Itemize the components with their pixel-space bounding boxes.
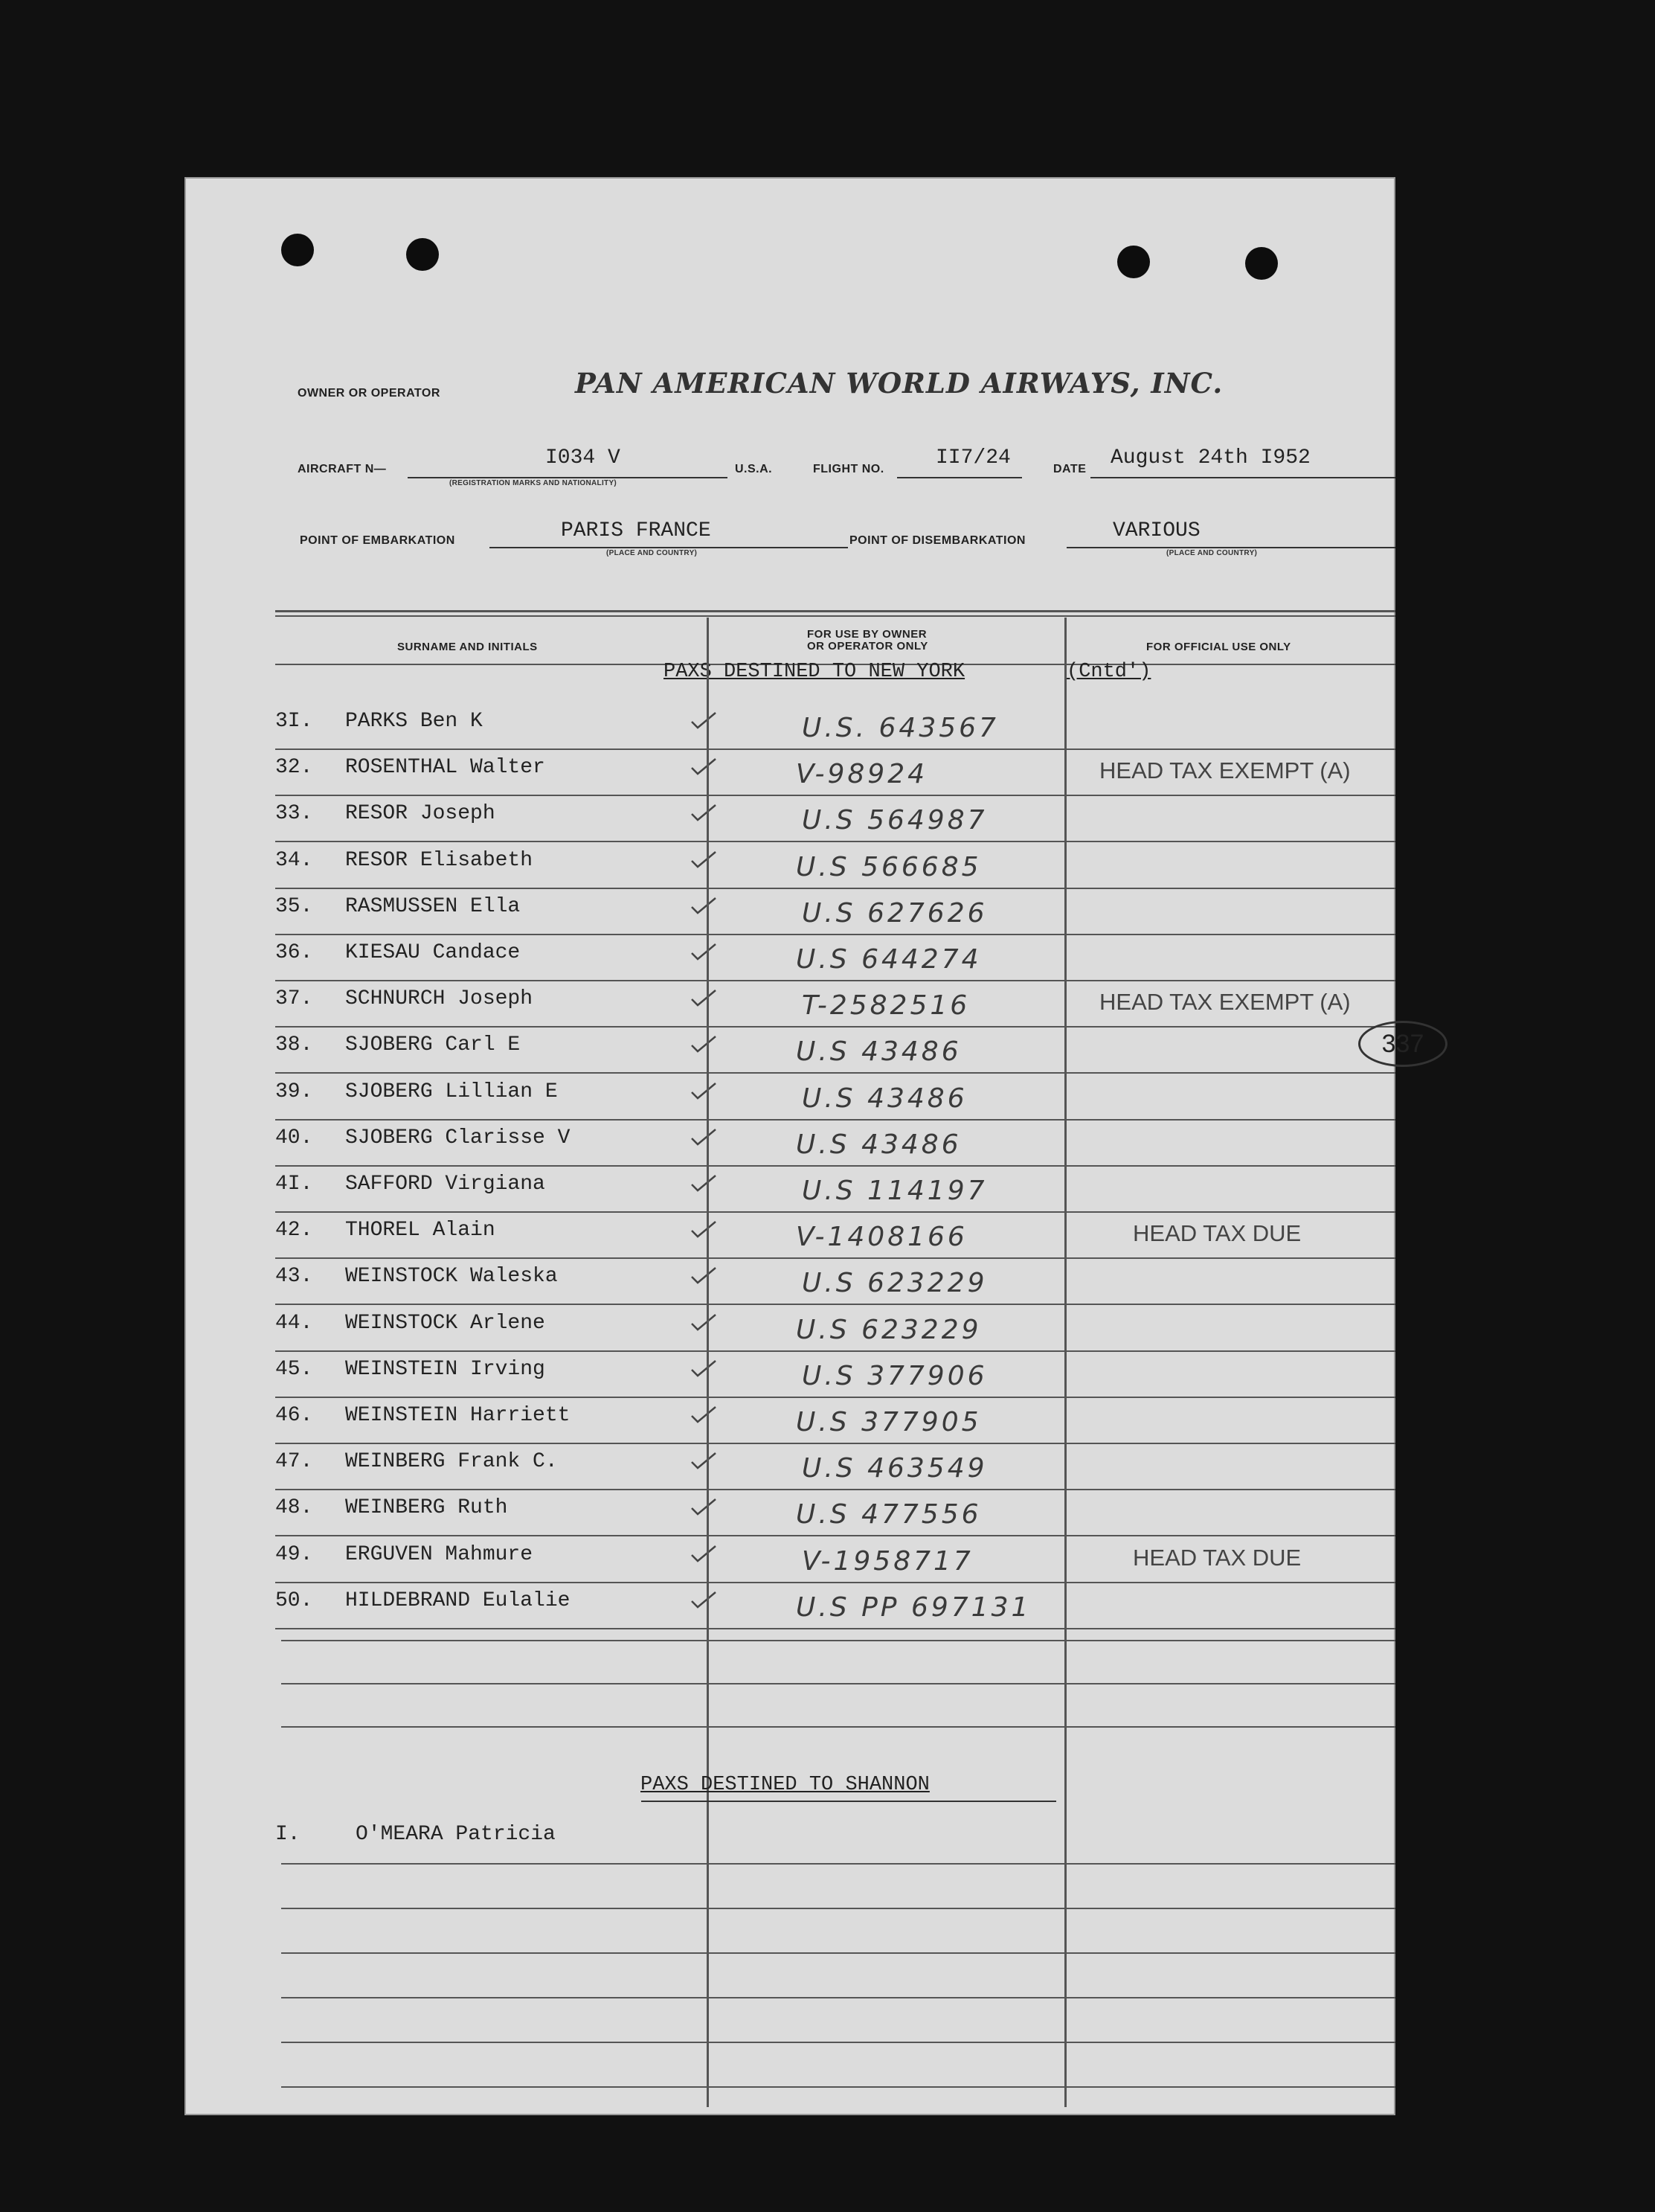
row-rule (275, 1072, 1395, 1074)
passenger-name: ROSENTHAL Walter (345, 756, 545, 779)
passenger-name: WEINBERG Frank C. (345, 1450, 558, 1473)
row-rule (275, 1211, 1395, 1213)
row-rule (275, 1257, 1395, 1259)
check-mark-icon (690, 850, 717, 868)
row-rule (275, 934, 1395, 935)
passport-number: U.S 627626 (802, 898, 988, 929)
blank-row-rule (281, 2042, 1395, 2043)
passport-number: U.S 623229 (802, 1268, 988, 1298)
passenger-name: WEINSTOCK Arlene (345, 1312, 545, 1335)
disembarkation-label: POINT OF DISEMBARKATION (849, 534, 1026, 547)
row-rule (275, 1304, 1395, 1305)
passport-number: U.S. 643567 (802, 713, 999, 743)
aircraft-value: I034 V (545, 446, 620, 469)
punch-hole (281, 234, 314, 266)
punch-hole (1117, 246, 1150, 278)
embarkation-value: PARIS FRANCE (561, 519, 711, 542)
section-shannon: PAXS DESTINED TO SHANNON (640, 1774, 930, 1796)
check-mark-icon (690, 757, 717, 775)
passport-number: U.S 477556 (796, 1499, 982, 1530)
passport-number: U.S 377906 (802, 1361, 988, 1391)
manifest-page (184, 177, 1424, 2115)
passenger-number: 36. (275, 941, 313, 964)
check-mark-icon (690, 1359, 717, 1377)
passenger-number: 50. (275, 1589, 313, 1612)
official-stamp: HEAD TAX EXEMPT (A) (1099, 757, 1351, 783)
passport-number: T-2582516 (802, 990, 971, 1021)
row-rule (275, 795, 1395, 796)
check-mark-icon (690, 1545, 717, 1562)
check-mark-icon (690, 1128, 717, 1146)
passenger-number: 34. (275, 849, 313, 872)
blank-row-rule (281, 1640, 1395, 1641)
passenger-number: 43. (275, 1265, 313, 1288)
passenger-number: 33. (275, 802, 313, 825)
passenger-name: PARKS Ben K (345, 710, 483, 733)
passenger-name: WEINBERG Ruth (345, 1496, 508, 1519)
passenger-name: WEINSTEIN Harriett (345, 1404, 571, 1427)
airline-name: PAN AMERICAN WORLD AIRWAYS, INC. (575, 367, 1224, 400)
surname-column-header: SURNAME AND INITIALS (397, 641, 538, 653)
date-value: August 24th I952 (1111, 446, 1311, 469)
blank-row-rule (281, 2086, 1395, 2088)
row-rule (275, 1443, 1395, 1444)
passport-number: U.S 463549 (802, 1453, 988, 1484)
passenger-name: SAFFORD Virgiana (345, 1173, 545, 1196)
passenger-number: 35. (275, 895, 313, 918)
passport-number: U.S 114197 (802, 1176, 988, 1206)
passenger-name: RASMUSSEN Ella (345, 895, 521, 918)
registration-caption: (REGISTRATION MARKS AND NATIONALITY) (449, 479, 617, 487)
check-mark-icon (690, 897, 717, 914)
section-new-york: PAXS DESTINED TO NEW YORK (663, 661, 965, 683)
row-rule (275, 1582, 1395, 1583)
check-mark-icon (690, 1313, 717, 1331)
row-rule (275, 1119, 1395, 1121)
passenger-number: 47. (275, 1450, 313, 1473)
aircraft-label: AIRCRAFT N— (298, 463, 387, 475)
passenger-number: 32. (275, 756, 313, 779)
row-rule (275, 1350, 1395, 1352)
passenger-number: 39. (275, 1080, 313, 1103)
passenger-name: RESOR Elisabeth (345, 849, 533, 872)
passenger-name: HILDEBRAND Eulalie (345, 1589, 571, 1612)
passport-number: V-1408166 (796, 1222, 968, 1252)
passenger-name: SJOBERG Lillian E (345, 1080, 558, 1103)
passport-number: V-98924 (796, 759, 928, 789)
passport-number: U.S 566685 (796, 852, 982, 882)
passenger-name: SJOBERG Carl E (345, 1033, 521, 1057)
passport-number: U.S 43486 (796, 1036, 962, 1067)
disembarkation-caption: (PLACE AND COUNTRY) (1166, 549, 1258, 557)
passenger-number: I. (275, 1823, 301, 1846)
flight-value: II7/24 (936, 446, 1011, 469)
owner-use-header: FOR USE BY OWNER (807, 628, 928, 641)
passenger-number: 40. (275, 1126, 313, 1150)
row-rule (275, 748, 1395, 750)
official-stamp: HEAD TAX DUE (1133, 1545, 1302, 1571)
owner-label: OWNER OR OPERATOR (298, 387, 440, 400)
passport-number: U.S 377905 (796, 1407, 982, 1437)
punch-hole (406, 238, 439, 271)
passenger-name: KIESAU Candace (345, 941, 521, 964)
row-rule (275, 980, 1395, 981)
official-stamp: HEAD TAX EXEMPT (A) (1099, 989, 1351, 1015)
row-rule (275, 1489, 1395, 1490)
blank-row-rule (281, 1726, 1395, 1728)
punch-hole (1245, 247, 1278, 280)
check-mark-icon (690, 1220, 717, 1238)
passport-number: U.S 43486 (802, 1083, 968, 1114)
passenger-number: 46. (275, 1404, 313, 1427)
disembarkation-value: VARIOUS (1113, 519, 1201, 542)
passenger-name: ERGUVEN Mahmure (345, 1543, 533, 1566)
passport-number: U.S PP 697131 (796, 1592, 1032, 1623)
passenger-number: 38. (275, 1033, 313, 1057)
check-mark-icon (690, 1082, 717, 1100)
passenger-number: 37. (275, 987, 313, 1010)
passenger-number: 49. (275, 1543, 313, 1566)
passport-number: U.S 564987 (802, 805, 988, 836)
row-rule (275, 1026, 1395, 1028)
stamp-number: 337 (1358, 1021, 1447, 1067)
passenger-number: 42. (275, 1219, 313, 1242)
check-mark-icon (690, 1266, 717, 1284)
passenger-number: 44. (275, 1312, 313, 1335)
passenger-number: 4I. (275, 1173, 313, 1196)
row-rule (275, 1628, 1395, 1629)
passport-number: U.S 644274 (796, 944, 982, 975)
passenger-name: RESOR Joseph (345, 802, 495, 825)
passenger-number: 48. (275, 1496, 313, 1519)
row-rule (275, 1397, 1395, 1398)
row-rule (275, 841, 1395, 842)
check-mark-icon (690, 1498, 717, 1516)
passport-number: U.S 623229 (796, 1315, 982, 1345)
passenger-number: 3I. (275, 710, 313, 733)
blank-row-rule (281, 1997, 1395, 1998)
check-mark-icon (690, 711, 717, 729)
passenger-name: THOREL Alain (345, 1219, 495, 1242)
date-label: DATE (1053, 463, 1087, 475)
blank-row-rule (281, 1908, 1395, 1909)
check-mark-icon (690, 1405, 717, 1423)
usa-label: U.S.A. (735, 463, 773, 475)
row-rule (275, 888, 1395, 889)
owner-use-header-2: OR OPERATOR ONLY (807, 640, 928, 653)
check-mark-icon (690, 1035, 717, 1053)
check-mark-icon (690, 989, 717, 1007)
passenger-name: WEINSTEIN Irving (345, 1358, 545, 1381)
embarkation-caption: (PLACE AND COUNTRY) (606, 549, 698, 557)
passenger-name: SCHNURCH Joseph (345, 987, 533, 1010)
official-stamp: HEAD TAX DUE (1133, 1220, 1302, 1246)
embarkation-label: POINT OF EMBARKATION (300, 534, 455, 547)
blank-row-rule (281, 1863, 1395, 1865)
passport-number: U.S 43486 (796, 1129, 962, 1160)
passenger-name: O'MEARA Patricia (356, 1823, 556, 1846)
check-mark-icon (690, 943, 717, 961)
check-mark-icon (690, 1591, 717, 1609)
passport-number: V-1958717 (802, 1546, 974, 1577)
row-rule (275, 1535, 1395, 1536)
blank-row-rule (281, 1683, 1395, 1684)
check-mark-icon (690, 804, 717, 821)
section-new-york-continued: (Cntd') (1067, 661, 1151, 683)
blank-row-rule (281, 1952, 1395, 1954)
row-rule (275, 1165, 1395, 1167)
passenger-name: SJOBERG Clarisse V (345, 1126, 571, 1150)
check-mark-icon (690, 1174, 717, 1192)
flight-label: FLIGHT NO. (813, 463, 884, 475)
official-use-header: FOR OFFICIAL USE ONLY (1146, 641, 1291, 653)
passenger-number: 45. (275, 1358, 313, 1381)
passenger-name: WEINSTOCK Waleska (345, 1265, 558, 1288)
check-mark-icon (690, 1452, 717, 1469)
